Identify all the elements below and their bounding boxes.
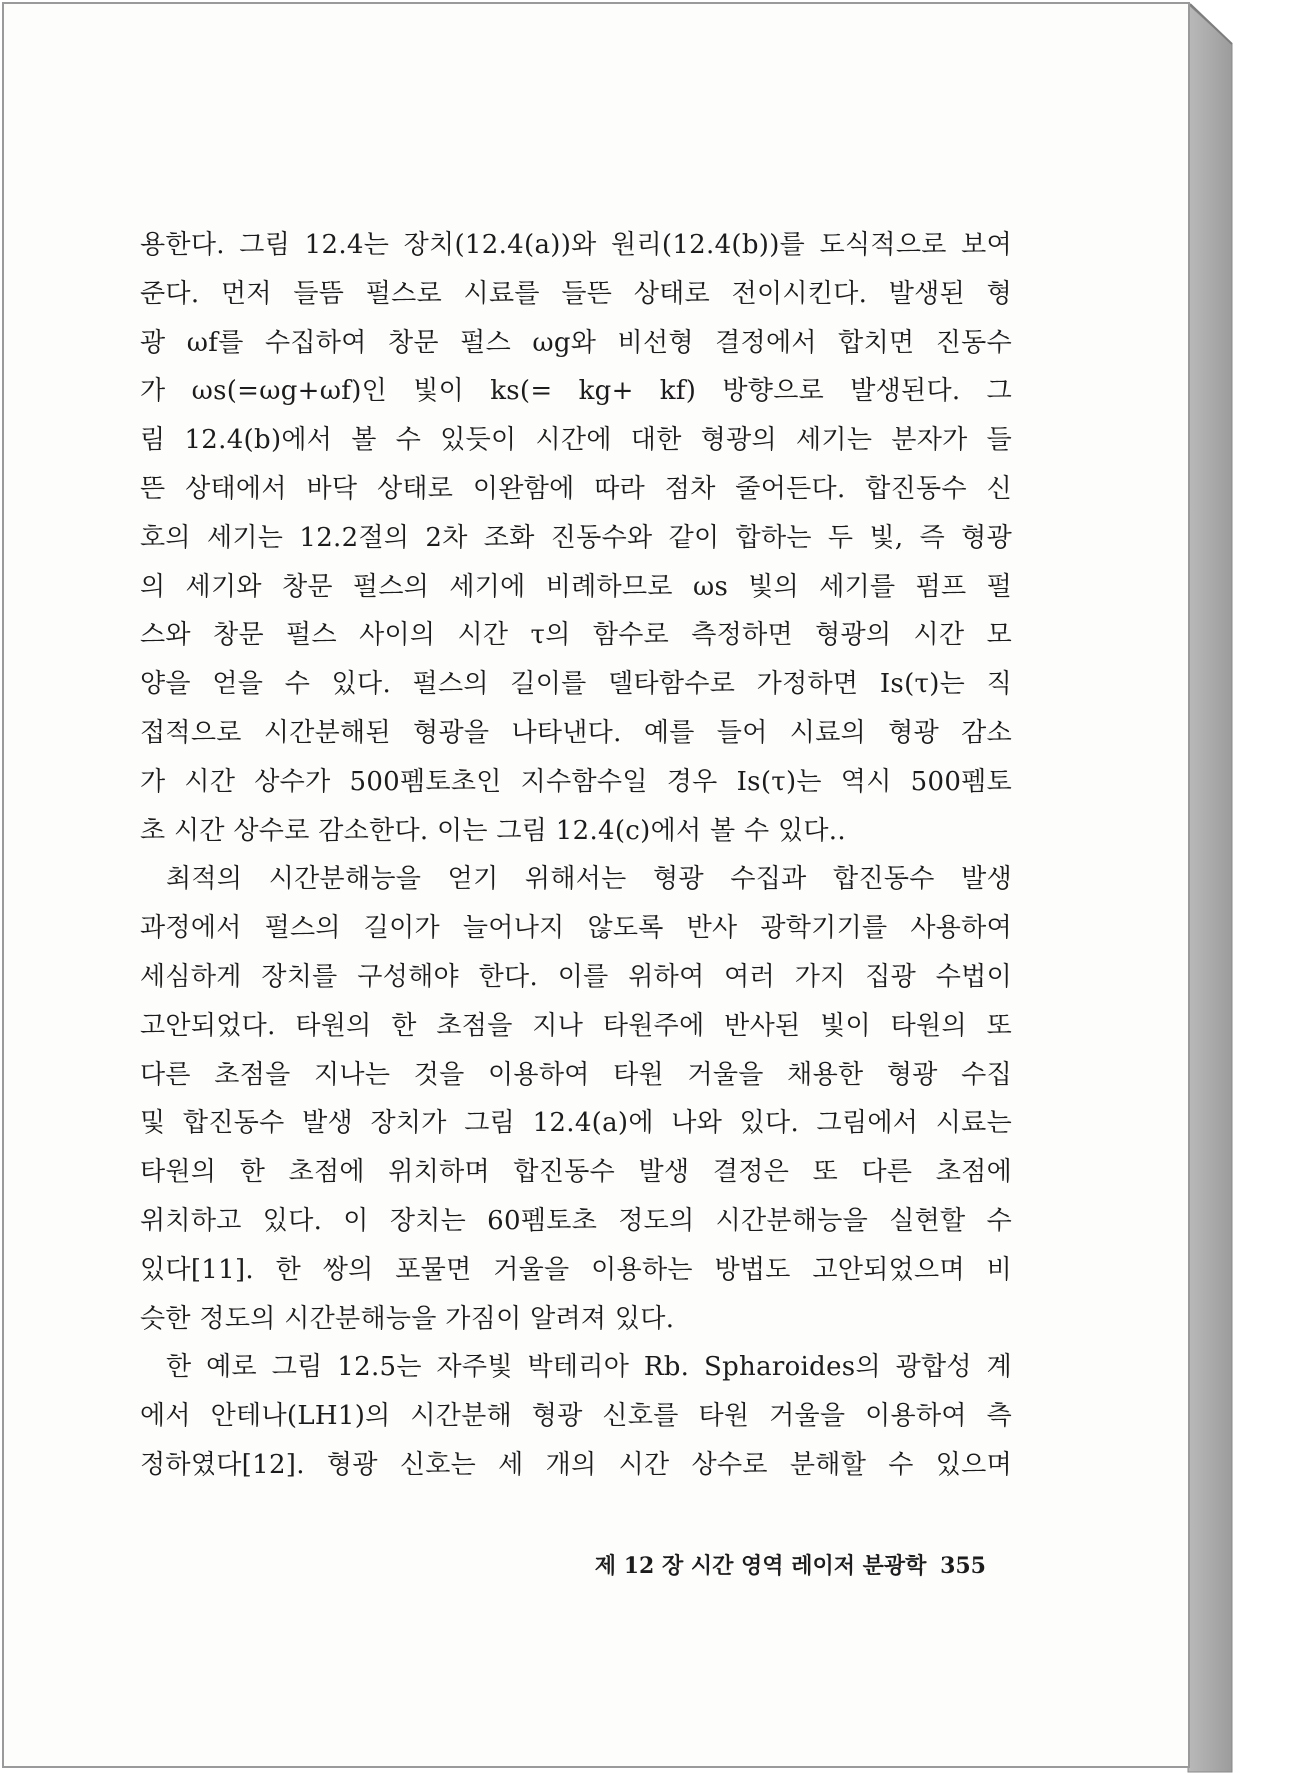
text-line: 호의 세기는 12.2절의 2차 조화 진동수와 같이 합하는 두 빛, 즉 형광	[140, 522, 1012, 553]
text-line: 스와 창문 펄스 사이의 시간 τ의 함수로 측정하면 형광의 시간 모	[140, 620, 1012, 651]
text-line: 광 ωf를 수집하여 창문 펄스 ωg와 비선형 결정에서 합치면 진동수	[140, 327, 1012, 358]
text-line: 접적으로 시간분해된 형광을 나타낸다. 예를 들어 시료의 형광 감소	[140, 717, 1012, 748]
text-line: 뜬 상태에서 바닥 상태로 이완함에 따라 점차 줄어든다. 합진동수 신	[140, 473, 1012, 504]
book-page	[2, 2, 1190, 1768]
text-line: 슷한 정도의 시간분해능을 가짐이 알려져 있다.	[140, 1303, 675, 1334]
text-line: 의 세기와 창문 펄스의 세기에 비례하므로 ωs 빛의 세기를 펌프 펄	[140, 571, 1012, 602]
body-text	[140, 221, 1012, 1490]
text-line: 다른 초점을 지나는 것을 이용하여 타원 거울을 채용한 형광 수집	[140, 1059, 1012, 1090]
text-line: 림 12.4(b)에서 볼 수 있듯이 시간에 대한 형광의 세기는 분자가 들	[140, 425, 1012, 456]
page-footer	[570, 1549, 986, 1580]
text-line: 과정에서 펄스의 길이가 늘어나지 않도록 반사 광학기기를 사용하여	[140, 913, 1012, 944]
text-line: 정하였다[12]. 형광 신호는 세 개의 시간 상수로 분해할 수 있으며	[140, 1449, 1012, 1480]
text-line: 가 시간 상수가 500펨토초인 지수함수일 경우 Is(τ)는 역시 500펨토	[140, 766, 1012, 797]
page-number: 355	[940, 1553, 986, 1579]
text-line: 초 시간 상수로 감소한다. 이는 그림 12.4(c)에서 볼 수 있다..	[140, 815, 846, 846]
text-line: 고안되었다. 타원의 한 초점을 지나 타원주에 반사된 빛이 타원의 또	[140, 1010, 1012, 1041]
text-line: 세심하게 장치를 구성해야 한다. 이를 위하여 여러 가지 집광 수법이	[140, 961, 1012, 992]
text-line: 있다[11]. 한 쌍의 포물면 거울을 이용하는 방법도 고안되었으며 비	[140, 1254, 1012, 1285]
text-line: 에서 안테나(LH1)의 시간분해 형광 신호를 타원 거울을 이용하여 측	[140, 1401, 1012, 1432]
running-chapter-title: 제 12 장 시간 영역 레이저 분광학	[594, 1553, 927, 1579]
text-line: 최적의 시간분해능을 얻기 위해서는 형광 수집과 합진동수 발생	[166, 864, 1012, 895]
text-line: 양을 얻을 수 있다. 펄스의 길이를 델타함수로 가정하면 Is(τ)는 직	[140, 669, 1012, 700]
text-line: 용한다. 그림 12.4는 장치(12.4(a))와 원리(12.4(b))를 도식적으로 보여	[140, 230, 1012, 260]
text-line: 가 ωs(=ωg+ωf)인 빛이 ks(= kg+ kf) 방향으로 발생된다. 그	[140, 376, 1012, 407]
text-line: 위치하고 있다. 이 장치는 60펨토초 정도의 시간분해능을 실현할 수	[140, 1205, 1012, 1236]
text-line: 타원의 한 초점에 위치하며 합진동수 발생 결정은 또 다른 초점에	[140, 1157, 1012, 1188]
text-line: 준다. 먼저 들뜸 펄스로 시료를 들뜬 상태로 전이시킨다. 발생된 형	[140, 278, 1012, 309]
text-line: 및 합진동수 발생 장치가 그림 12.4(a)에 나와 있다. 그림에서 시료는	[140, 1108, 1012, 1139]
text-line: 한 예로 그림 12.5는 자주빛 박테리아 Rb. Spharoides의 광합성 계	[166, 1352, 1012, 1383]
